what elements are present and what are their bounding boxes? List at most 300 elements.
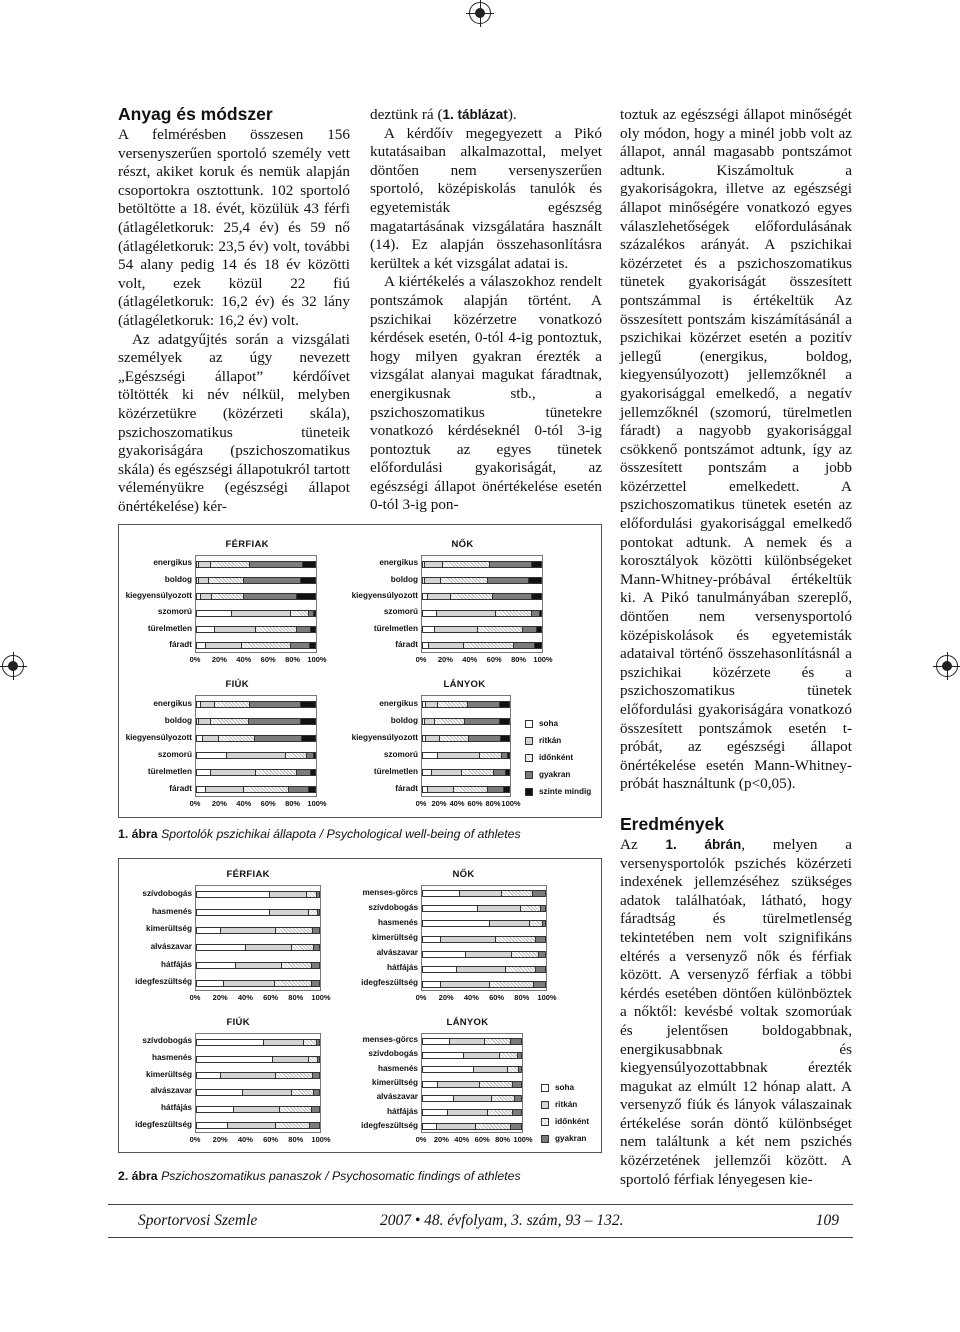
plot-area: [195, 695, 317, 797]
results-p-pre: Az: [620, 835, 666, 853]
bar-segment-1: [464, 1053, 500, 1058]
bar-segment-1: [425, 578, 440, 583]
col2-paragraph-3: A kiértékelés a válaszokhoz rendelt pontszámok alapján történt. A pszichikai közérzetre vonatkozó kérdések esetén, 0-tól 4-ig pontoztuk, hogy milyen gyakran érezték a vizsgálat alanyai magukat fáradtnak, energikusnak stb., a pszichoszomatikus tünetekre vonatkozó kérdéseknél 0-tól 3-ig pontoztuk az egyes tünetek előfordulási gyakoriságát, az egészségi állapot önértékelése esetén 0-tól 3-ig pon-: [370, 273, 602, 514]
chart-title: NŐK: [451, 539, 474, 550]
category-label: fáradt: [395, 783, 418, 793]
bar-segment-2: [464, 643, 514, 648]
x-tick-label: 80%: [288, 1135, 304, 1144]
bar-segment-2: [276, 1073, 313, 1078]
bar-segment-4: [303, 562, 315, 567]
bar-segment-4: [301, 719, 315, 724]
x-tick-label: 0%: [415, 799, 427, 808]
bar-segment-0: [197, 892, 270, 897]
category-label: hátfájás: [387, 963, 418, 973]
bar-segment-3: [317, 892, 319, 897]
x-tick-label: 60%: [260, 799, 276, 808]
category-label: energikus: [153, 558, 192, 568]
bar-segment-2: [304, 1040, 316, 1045]
bar-segment-3: [289, 787, 309, 792]
bar-segment-2: [256, 770, 297, 775]
bar-segment-1: [206, 643, 241, 648]
category-label: szívdobogás: [142, 888, 192, 898]
category-label: alvászavar: [376, 948, 418, 958]
stacked-bar: [422, 1052, 522, 1059]
bar-segment-3: [514, 643, 535, 648]
legend-item: [541, 1096, 589, 1113]
bar-segment-1: [215, 627, 256, 632]
bar-segment-3: [511, 1124, 521, 1129]
stacked-bar: [422, 920, 546, 927]
category-label: menses-görcs: [362, 1035, 418, 1045]
bar-segment-4: [501, 736, 509, 741]
x-tick-label: 60%: [474, 1135, 490, 1144]
bar-segment-2: [209, 578, 244, 583]
category-label: türelmetlen: [373, 623, 418, 633]
column-3: [620, 106, 852, 1189]
plot-area: [421, 555, 543, 653]
bar-segment-0: [423, 906, 478, 911]
bar-segment-4: [500, 702, 509, 707]
bar-segment-3: [541, 906, 545, 911]
bar-segment-1: [243, 1090, 292, 1095]
category-label: menses-görcs: [362, 887, 418, 897]
category-label: fáradt: [169, 783, 192, 793]
chart-fiuk-psychosomatic: [129, 1017, 339, 1147]
plot-area: [195, 555, 317, 653]
chart-nok-wellbeing: [351, 539, 555, 667]
legend-item: [525, 766, 591, 783]
bar-segment-3: [314, 1090, 319, 1095]
bar-segment-1: [438, 753, 479, 758]
category-label: hátfájás: [161, 959, 192, 969]
category-label: türelmetlen: [373, 766, 418, 776]
category-label: boldog: [390, 574, 418, 584]
x-tick-label: 0%: [189, 1135, 201, 1144]
bar-segment-0: [197, 787, 206, 792]
plot-area: [421, 1033, 523, 1133]
bar-segment-1: [227, 753, 286, 758]
bar-segment-3: [519, 1067, 521, 1072]
plot-area: [421, 885, 547, 991]
bar-segment-2: [291, 611, 309, 616]
bar-segment-0: [197, 1107, 234, 1112]
bar-segment-0: [197, 981, 224, 986]
legend-label: ritkán: [539, 736, 562, 745]
x-tick-label: 80%: [288, 993, 304, 1002]
category-label: boldog: [164, 715, 192, 725]
stacked-bar: [422, 626, 542, 633]
category-label: fáradt: [169, 639, 192, 649]
figure-1: [118, 524, 602, 818]
bar-segment-2: [276, 1123, 310, 1128]
bar-segment-4: [532, 594, 541, 599]
bar-segment-0: [423, 1096, 454, 1101]
stacked-bar: [422, 610, 542, 617]
bar-segment-0: [197, 963, 236, 968]
stacked-bar: [196, 891, 320, 898]
bar-segment-1: [425, 562, 443, 567]
x-tick-label: 40%: [236, 655, 252, 664]
x-tick-label: 100%: [307, 655, 327, 664]
bar-segment-1: [264, 1040, 304, 1045]
stacked-bar: [422, 701, 510, 708]
figure-1-caption: [118, 827, 521, 841]
issue-info: 2007 • 48. évfolyam, 3. szám, 93 – 132.: [380, 1212, 624, 1229]
plot-area: [421, 695, 511, 797]
bar-segment-1: [432, 770, 462, 775]
bar-segment-2: [275, 981, 312, 986]
bar-segment-4: [532, 562, 541, 567]
category-label: szívdobogás: [142, 1036, 192, 1046]
category-label: idegfeszültség: [361, 978, 418, 988]
bar-segment-0: [423, 921, 490, 926]
stacked-bar: [196, 980, 320, 987]
bar-segment-1: [478, 906, 521, 911]
figure-1-caption-text: Sportolók pszichikai állapota / Psychological well-being of athletes: [161, 827, 521, 841]
bar-segment-0: [197, 1057, 273, 1062]
chart-lanyok-wellbeing: [351, 679, 523, 811]
bar-segment-1: [199, 562, 211, 567]
category-label: kiegyensúlyozott: [125, 732, 192, 742]
x-tick-label: 0%: [189, 799, 201, 808]
x-tick-label: 80%: [285, 655, 301, 664]
legend-swatch: [525, 788, 533, 796]
category-label: idegfeszültség: [135, 977, 192, 987]
stacked-bar: [196, 1122, 320, 1129]
stacked-bar: [196, 626, 316, 633]
legend-swatch: [541, 1084, 549, 1092]
x-tick-label: 100%: [513, 1135, 533, 1144]
bar-segment-4: [297, 594, 315, 599]
bar-segment-2: [496, 937, 536, 942]
bar-segment-2: [492, 1096, 516, 1101]
bar-segment-3: [543, 921, 545, 926]
stacked-bar: [196, 909, 320, 916]
bar-segment-3: [513, 1110, 521, 1115]
legend-label: gyakran: [555, 1134, 587, 1143]
bar-segment-3: [313, 928, 319, 933]
bar-segment-1: [199, 578, 208, 583]
bar-segment-2: [282, 963, 311, 968]
bar-segment-2: [211, 719, 249, 724]
bar-segment-3: [310, 1123, 319, 1128]
bar-segment-3: [312, 963, 319, 968]
bar-segment-4: [537, 627, 541, 632]
stacked-bar: [422, 1066, 522, 1073]
x-tick-label: 40%: [454, 1135, 470, 1144]
x-tick-label: 60%: [489, 993, 505, 1002]
category-label: fáradt: [395, 639, 418, 649]
bar-segment-4: [504, 787, 509, 792]
stacked-bar: [422, 1123, 522, 1130]
category-label: szívdobogás: [368, 902, 418, 912]
chart-title: FIÚK: [226, 1017, 250, 1028]
bar-segment-2: [440, 736, 468, 741]
bar-segment-1: [273, 1057, 310, 1062]
x-tick-label: 0%: [189, 655, 201, 664]
legend-swatch: [525, 754, 533, 762]
category-label: boldog: [390, 715, 418, 725]
bar-segment-0: [197, 627, 215, 632]
results-paragraph: [620, 836, 852, 1189]
legend-label: időnként: [539, 753, 574, 762]
bar-segment-1: [437, 611, 496, 616]
x-tick-label: 40%: [237, 993, 253, 1002]
chart-title: NŐK: [452, 869, 475, 880]
bar-segment-1: [490, 921, 530, 926]
category-label: türelmetlen: [147, 623, 192, 633]
x-tick-label: 60%: [260, 655, 276, 664]
bar-segment-3: [469, 736, 502, 741]
stacked-bar: [422, 561, 542, 568]
bar-segment-0: [197, 1073, 221, 1078]
stacked-bar: [196, 944, 320, 951]
bar-segment-1: [199, 719, 211, 724]
category-label: boldog: [164, 574, 192, 584]
bar-segment-1: [428, 594, 452, 599]
bar-segment-0: [423, 770, 432, 775]
bar-segment-3: [533, 891, 545, 896]
bar-segment-1: [270, 910, 309, 915]
bar-segment-2: [476, 1124, 511, 1129]
bar-segment-1: [429, 643, 464, 648]
bar-segment-2: [488, 1110, 513, 1115]
bar-segment-2: [215, 702, 250, 707]
bar-segment-1: [234, 1107, 280, 1112]
x-tick-label: 20%: [437, 655, 453, 664]
methods-paragraph-1: A felmérésben összesen 156 versenyszerűen sportoló személy vett részt, akiket koruk és nemük alapján csoportokra osztottunk. 102 sportoló betöltötte a 18. évét, közülük 43 férfi (átlagéletkoruk: 25,4 év) és 59 nő (átlagéletkoruk: 23,5 év) volt, további 54 alany pedig 14 és 18 év közötti volt, ezek közül 22 fiú (átlagéletkoruk: 16,2 év) és 32 lány (átlagéletkoruk: 16,2 év) volt.: [118, 126, 350, 329]
x-tick-label: 60%: [263, 1135, 279, 1144]
bar-segment-2: [490, 982, 534, 987]
bar-segment-0: [197, 945, 246, 950]
figure-2-legend: [541, 1079, 589, 1147]
bar-segment-4: [500, 719, 509, 724]
bar-segment-3: [297, 627, 311, 632]
table-reference: 1. táblázat: [442, 107, 508, 122]
bar-segment-4: [540, 611, 541, 616]
bar-segment-1: [454, 1096, 491, 1101]
bar-segment-2: [451, 594, 492, 599]
x-tick-label: 60%: [467, 799, 483, 808]
stacked-bar: [196, 701, 316, 708]
bar-segment-4: [506, 770, 509, 775]
methods-paragraph-2: Az adatgyűjtés során a vizsgálati személyek az úgy nevezett „Egészségi állapot” kérdőívet töltötték ki név nélkül, melyben közérzetükre (közérzeti skála), pszichoszomatikus tüneteik gyakoriságára (pszichoszomatikus skála) és egészségi állapotukról tartott véleményükre (egészségi állapot önértékelése) kér-: [118, 330, 350, 515]
legend-label: soha: [539, 719, 559, 728]
stacked-bar: [422, 981, 546, 988]
bar-segment-4: [529, 578, 541, 583]
stacked-bar: [196, 1039, 320, 1046]
legend-label: időnként: [555, 1117, 590, 1126]
bar-segment-1: [438, 1082, 480, 1087]
bar-segment-2: [212, 594, 244, 599]
bar-segment-3: [249, 719, 301, 724]
legend-item: [525, 749, 591, 766]
category-label: szomorú: [157, 607, 192, 617]
bar-segment-0: [197, 1040, 264, 1045]
bar-segment-3: [511, 1039, 521, 1044]
stacked-bar: [196, 1072, 320, 1079]
stacked-bar: [422, 1109, 522, 1116]
category-label: türelmetlen: [147, 766, 192, 776]
chart-lanyok-psychosomatic: [355, 1017, 535, 1147]
bar-segment-2: [280, 1107, 312, 1112]
chart-nok-psychosomatic: [355, 869, 565, 1005]
category-label: alvászavar: [376, 1092, 418, 1102]
bar-segment-3: [534, 982, 545, 987]
bar-segment-3: [312, 1107, 319, 1112]
stacked-bar: [422, 966, 546, 973]
journal-name: Sportorvosi Szemle: [138, 1212, 258, 1229]
column-1: [118, 104, 350, 516]
x-tick-label: 40%: [462, 655, 478, 664]
bar-segment-1: [270, 892, 307, 897]
category-label: idegfeszültség: [135, 1119, 192, 1129]
bar-segment-3: [297, 770, 311, 775]
x-tick-label: 40%: [236, 799, 252, 808]
x-tick-label: 80%: [485, 799, 501, 808]
bar-segment-3: [488, 787, 503, 792]
stacked-bar: [422, 735, 510, 742]
bar-segment-0: [423, 611, 437, 616]
bar-segment-3: [250, 562, 303, 567]
registration-mark-top-icon: [469, 2, 491, 24]
column-2: [370, 106, 602, 515]
chart-ferfiak-wellbeing: [125, 539, 329, 667]
bar-segment-4: [311, 627, 315, 632]
bar-segment-3: [468, 702, 501, 707]
x-tick-label: 60%: [486, 655, 502, 664]
bar-segment-0: [423, 753, 438, 758]
bar-segment-3: [539, 952, 545, 957]
bar-segment-1: [435, 627, 479, 632]
legend-swatch: [541, 1101, 549, 1109]
bar-segment-0: [423, 1067, 474, 1072]
bar-segment-2: [292, 945, 314, 950]
bar-segment-2: [500, 1053, 518, 1058]
legend-item: [525, 783, 591, 800]
bar-segment-4: [301, 702, 315, 707]
bar-segment-3: [317, 1040, 319, 1045]
figure-1-number: 1. ábra: [118, 827, 158, 841]
bar-segment-1: [221, 1073, 276, 1078]
bar-segment-1: [232, 611, 291, 616]
bar-segment-1: [425, 719, 435, 724]
stacked-bar: [422, 905, 546, 912]
category-label: alvászavar: [150, 941, 192, 951]
plot-area: [195, 1033, 321, 1133]
bar-segment-0: [423, 1110, 448, 1115]
bar-segment-1: [236, 963, 282, 968]
bar-segment-1: [426, 736, 440, 741]
legend-item: [525, 715, 591, 732]
category-label: hátfájás: [387, 1106, 418, 1116]
stacked-bar: [196, 752, 316, 759]
bar-segment-0: [197, 1090, 243, 1095]
bar-segment-0: [197, 611, 232, 616]
category-label: kiegyensúlyozott: [351, 590, 418, 600]
stacked-bar: [196, 642, 316, 649]
registration-mark-right-icon: [936, 655, 958, 677]
bar-segment-1: [211, 770, 256, 775]
x-tick-label: 100%: [501, 799, 521, 808]
bar-segment-4: [314, 753, 315, 758]
registration-mark-left-icon: [2, 655, 24, 677]
category-label: energikus: [153, 698, 192, 708]
x-tick-label: 80%: [514, 993, 530, 1002]
figure-2-number: 2. ábra: [118, 1169, 158, 1183]
legend-swatch: [525, 771, 533, 779]
bar-segment-0: [197, 643, 206, 648]
bar-segment-0: [197, 928, 221, 933]
bar-segment-1: [201, 702, 215, 707]
figure-1-legend: [525, 715, 591, 800]
x-tick-label: 20%: [433, 1135, 449, 1144]
bar-segment-2: [443, 562, 490, 567]
legend-item: [541, 1079, 589, 1096]
x-tick-label: 40%: [449, 799, 465, 808]
bar-segment-2: [478, 627, 523, 632]
bar-segment-4: [314, 611, 315, 616]
bar-segment-3: [523, 627, 537, 632]
col2-paragraph-2: A kérdőív megegyezett a Pikó kutatásaiban alkalmazottal, melyet döntően nem versenyszerűen sportoló, középiskolás tanulók és egyetemisták egészség magatartásának vizsgálatára használt (14). Ez alapján összehasonlításra kerültek a két vizsgálat adatai is.: [370, 124, 602, 272]
bar-segment-3: [518, 1053, 521, 1058]
bar-segment-2: [508, 1067, 519, 1072]
bar-segment-3: [291, 643, 310, 648]
bar-segment-3: [536, 937, 545, 942]
x-tick-label: 100%: [307, 799, 327, 808]
bar-segment-2: [480, 1082, 513, 1087]
x-tick-label: 20%: [211, 655, 227, 664]
stacked-bar: [422, 786, 510, 793]
bar-segment-3: [314, 945, 319, 950]
legend-swatch: [525, 720, 533, 728]
x-tick-label: 20%: [438, 993, 454, 1002]
x-tick-label: 100%: [311, 1135, 331, 1144]
bar-segment-2: [485, 1039, 511, 1044]
category-label: szívdobogás: [368, 1049, 418, 1059]
x-tick-label: 20%: [211, 799, 227, 808]
category-label: energikus: [379, 698, 418, 708]
bar-segment-3: [490, 562, 531, 567]
stacked-bar: [196, 610, 316, 617]
category-label: kimerültség: [146, 1069, 192, 1079]
bar-segment-3: [493, 594, 532, 599]
bar-segment-0: [423, 952, 466, 957]
figure-reference: 1. ábrán: [665, 836, 742, 852]
bar-segment-3: [318, 1057, 319, 1062]
category-label: szomorú: [383, 749, 418, 759]
category-label: hasmenés: [151, 1053, 192, 1062]
category-label: kiegyensúlyozott: [351, 732, 418, 742]
x-tick-label: 0%: [415, 655, 427, 664]
category-label: hasmenés: [377, 917, 418, 927]
bar-segment-4: [508, 753, 509, 758]
stacked-bar: [196, 577, 316, 584]
bar-segment-0: [197, 753, 227, 758]
col2-p1-pre: deztünk rá (: [370, 106, 443, 123]
bar-segment-2: [435, 719, 465, 724]
bar-segment-0: [423, 982, 441, 987]
bar-segment-3: [532, 611, 540, 616]
bar-segment-1: [203, 736, 220, 741]
bar-segment-1: [450, 1039, 484, 1044]
bar-segment-3: [244, 578, 301, 583]
bar-segment-3: [465, 719, 499, 724]
stacked-bar: [196, 561, 316, 568]
methods-heading: Anyag és módszer: [118, 104, 273, 124]
x-tick-label: 0%: [415, 1135, 427, 1144]
bar-segment-0: [197, 770, 211, 775]
